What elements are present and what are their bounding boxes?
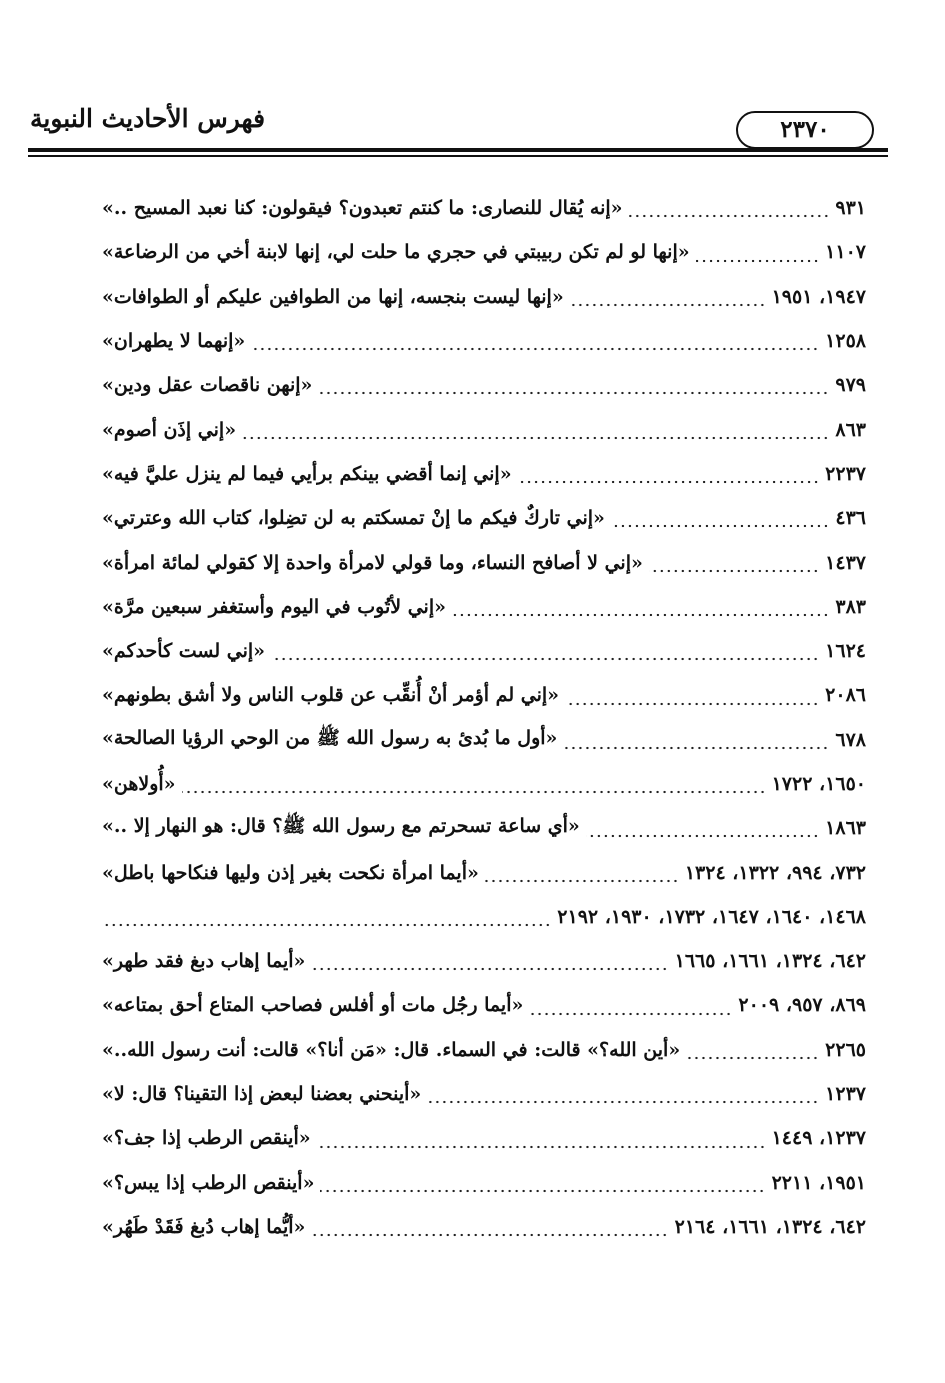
hadith-text: «أينقص الرطب إذا جف؟»: [102, 1127, 311, 1150]
hadith-refs: ١٨٦٣: [825, 817, 866, 840]
index-entry: [96, 319, 866, 363]
hadith-text: «أينقص الرطب إذا يبس؟»: [102, 1171, 315, 1194]
hadith-refs: ١٩٥١، ٢٢١١: [771, 1171, 866, 1194]
hadith-refs: ٦٤٢، ١٣٢٤، ١٦٦١، ٢١٦٤: [674, 1215, 866, 1238]
hadith-text: «أيما إهاب دبغ فقد طهر»: [102, 950, 306, 973]
hadith-text: «أيما رجُل مات أو أفلس فصاحب المتاع أحق بمتاعه»: [102, 994, 524, 1017]
dot-leader: [649, 569, 819, 573]
index-entry: [96, 1161, 866, 1205]
hadith-text: «إني لا أصافح النساء، وما قولي لامرأة واحدة إلا كقولي لمائة امرأة»: [102, 551, 643, 574]
hadith-refs: ٤٣٦: [835, 507, 866, 530]
hadith-refs: ٦٤٢، ١٣٢٤، ١٦٦١، ١٦٦٥: [674, 950, 866, 973]
index-entry: [96, 762, 866, 806]
dot-leader: [629, 214, 830, 218]
hadith-refs: ١١٠٧: [825, 241, 866, 264]
hadith-refs: ١٤٦٨، ١٦٤٠، ١٦٤٧، ١٧٣٢، ١٩٣٠، ٢١٩٢: [557, 905, 866, 928]
dot-leader: [311, 1233, 668, 1237]
index-entry: [96, 673, 866, 717]
hadith-text: «أين الله؟» قالت: في السماء. قال: «مَن أنا؟» قالت: أنت رسول الله..»: [102, 1038, 681, 1061]
hadith-text: «إنه يُقال للنصارى: ما كنتم تعبدون؟ فيقولون: كنا نعبد المسيح ..»: [102, 197, 623, 220]
index-entry: [96, 275, 866, 319]
hadith-refs: ٢٢٣٧: [825, 462, 866, 485]
index-entry: [96, 452, 866, 496]
dot-leader: [570, 303, 766, 307]
hadith-refs: ١٩٤٧، ١٩٥١: [771, 285, 866, 308]
page-title: فهرس الأحاديث النبوية: [30, 104, 266, 133]
dot-leader: [318, 391, 829, 395]
dot-leader: [565, 702, 819, 706]
hadith-refs: ٢٠٨٦: [825, 684, 866, 707]
hadith-text: «إنها لو لم تكن ربيبتي في حجري ما حلت لي، إنها لابنة أخي من الرضاعة»: [102, 241, 690, 264]
index-entry: [96, 496, 866, 540]
hadith-refs: ٢٢٦٥: [825, 1038, 866, 1061]
hadith-refs: ١٢٣٧: [825, 1083, 866, 1106]
hadith-text: «أول ما بُدئ به رسول الله ﷺ من الوحي الرؤيا الصالحة»: [102, 726, 558, 749]
index-entry: [96, 1072, 866, 1116]
dot-leader: [251, 347, 819, 351]
hadith-refs: ٩٧٩: [835, 374, 866, 397]
hadith-text: «إنهن ناقصات عقل ودين»: [102, 374, 313, 397]
index-entry: [96, 186, 866, 230]
index-entry: [96, 895, 866, 939]
hadith-refs: ١٤٣٧: [825, 551, 866, 574]
dot-leader: [427, 1100, 819, 1104]
hadith-refs: ١٦٢٤: [825, 640, 866, 663]
hadith-refs: ٩٣١: [835, 197, 866, 220]
hadith-text: «أيما امرأة نكحت بغير إذن وليها فنكاحها باطل»: [102, 861, 479, 884]
hadith-refs: ٨٦٩، ٩٥٧، ٢٠٠٩: [738, 994, 866, 1017]
dot-leader: [320, 1189, 765, 1193]
hadith-text: «إنها ليست بنجسه، إنها من الطوافين عليكم أو الطوافات»: [102, 285, 564, 308]
dot-leader: [271, 657, 819, 661]
hadith-text: «أُولاهن»: [102, 773, 176, 795]
index-entry: [96, 983, 866, 1027]
dot-leader: [242, 436, 829, 440]
hadith-text: «إني إذَن أصوم»: [102, 418, 237, 441]
dot-leader: [452, 613, 829, 617]
index-entry: [96, 850, 866, 894]
header-rule: [28, 148, 888, 152]
hadith-text: «أي ساعة تسحرتم مع رسول الله ﷺ؟ قال: هو النهار إلا ..»: [102, 815, 580, 838]
hadith-index-list: [96, 186, 866, 1249]
hadith-refs: ١٦٥٠، ١٧٢٢: [771, 773, 866, 795]
hadith-text: «أينحني بعضنا لبعض إذا التقينا؟ قال: لا»: [102, 1083, 422, 1106]
hadith-text: «إني تاركٌ فيكم ما إنْ تمسكتم به لن تضِلوا، كتاب الله وعترتي»: [102, 507, 605, 530]
index-entry: [96, 585, 866, 629]
hadith-text: «أيُّما إهاب دُبغ فَقَدْ طَهُر»: [102, 1215, 306, 1238]
index-entry: [96, 718, 866, 762]
hadith-refs: ١٢٥٨: [825, 330, 866, 353]
index-entry: [96, 363, 866, 407]
dot-leader: [311, 967, 668, 971]
hadith-text: «إني لأتُوب في اليوم وأستغفر سبعين مرَّة»: [102, 595, 446, 618]
hadith-refs: ٨٦٣: [835, 418, 866, 441]
index-entry: [96, 1116, 866, 1160]
index-entry: [96, 806, 866, 850]
dot-leader: [696, 259, 820, 263]
dot-leader: [182, 790, 766, 794]
hadith-text: «إنهما لا يطهران»: [102, 330, 246, 353]
index-entry: [96, 1028, 866, 1072]
header-rule-thin: [28, 155, 888, 157]
index-entry: [96, 1205, 866, 1249]
index-entry: [96, 230, 866, 274]
dot-leader: [563, 746, 829, 750]
hadith-refs: ٣٨٣: [835, 595, 866, 618]
dot-leader: [611, 524, 829, 528]
dot-leader: [586, 834, 819, 838]
hadith-text: «إني لست كأحدكم»: [102, 640, 266, 663]
index-entry: [96, 407, 866, 451]
dot-leader: [317, 1145, 766, 1149]
page-number-badge: ٢٣٧٠: [736, 111, 874, 149]
index-entry: [96, 939, 866, 983]
hadith-text: «إني إنما أقضي بينكم برأيي فيما لم ينزل عليَّ فيه»: [102, 462, 512, 485]
dot-leader: [485, 879, 679, 883]
dot-leader: [686, 1056, 819, 1060]
index-entry: [96, 540, 866, 584]
hadith-refs: ١٢٣٧، ١٤٤٩: [771, 1127, 866, 1150]
hadith-text: «إني لم أؤمر أنْ أُنقِّب عن قلوب الناس ولا أشق بطونهم»: [102, 684, 560, 707]
hadith-refs: ٧٣٢، ٩٩٤، ١٣٢٢، ١٣٢٤: [684, 861, 866, 884]
dot-leader: [529, 1012, 732, 1016]
hadith-refs: ٦٧٨: [835, 728, 866, 751]
dot-leader: [518, 480, 820, 484]
dot-leader: [102, 923, 551, 927]
index-entry: [96, 629, 866, 673]
